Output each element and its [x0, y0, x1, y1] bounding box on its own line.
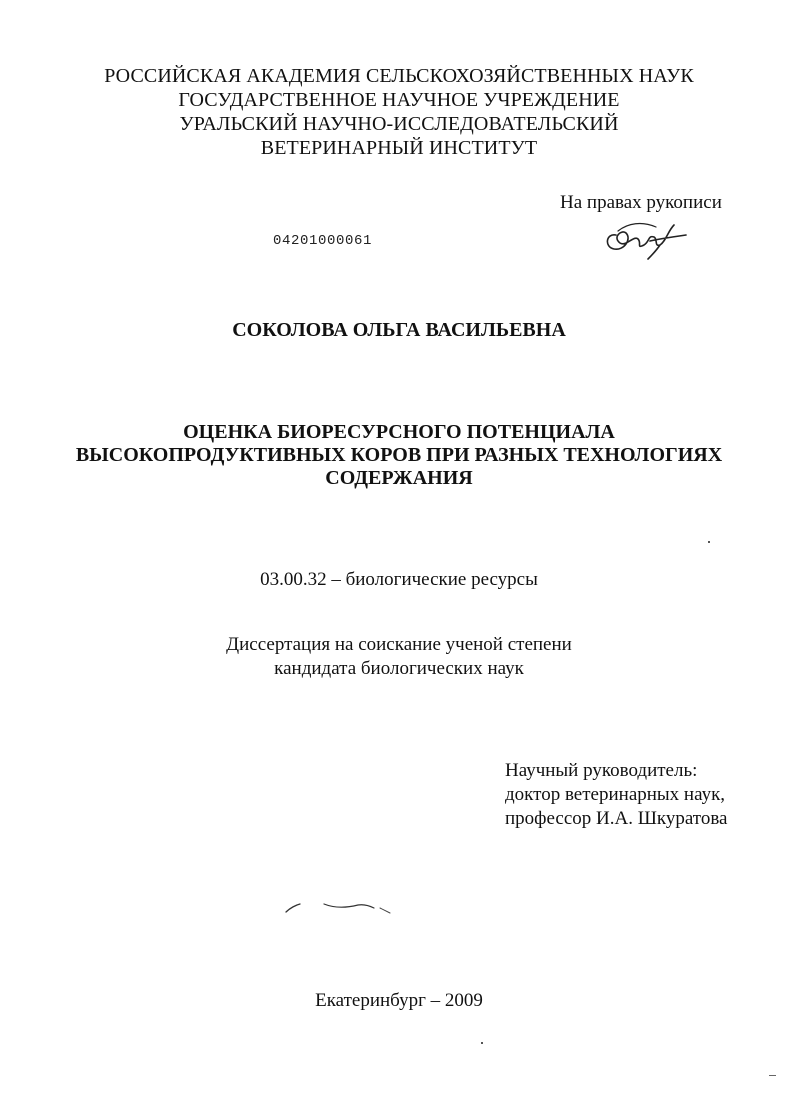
header-line-academy: РОССИЙСКАЯ АКАДЕМИЯ СЕЛЬСКОХОЗЯЙСТВЕННЫХ НАУК — [104, 65, 694, 87]
registration-number: 04201000061 — [273, 233, 373, 249]
scan-dash — [769, 1075, 776, 1076]
supervisor-name: профессор И.А. Шкуратова — [505, 808, 728, 829]
manuscript-rights-note: На правах рукописи — [560, 192, 722, 213]
supervisor-degree: доктор ветеринарных наук, — [505, 784, 726, 805]
thesis-title — [0, 421, 798, 490]
institution-header — [0, 64, 798, 160]
scientific-supervisor — [505, 759, 727, 831]
header-line-institute-name: УРАЛЬСКИЙ НАУЧНО-ИССЛЕДОВАТЕЛЬСКИЙ — [179, 113, 619, 135]
title-line-2: ВЫСОКОПРОДУКТИВНЫХ КОРОВ ПРИ РАЗНЫХ ТЕХНОЛОГИЯХ — [75, 444, 723, 466]
specialty-code: 03.00.32 – биологические ресурсы — [260, 569, 538, 590]
header-line-institute-name-cont: ВЕТЕРИНАРНЫЙ ИНСТИТУТ — [260, 137, 538, 159]
place-and-year: Екатеринбург – 2009 — [315, 990, 483, 1011]
handwritten-signature — [598, 205, 688, 260]
degree-line-2: кандидата биологических наук — [274, 658, 524, 679]
degree-line-1: Диссертация на соискание ученой степени — [226, 634, 572, 655]
title-line-3: СОДЕРЖАНИЯ — [325, 467, 473, 489]
title-line-1: ОЦЕНКА БИОРЕСУРСНОГО ПОТЕНЦИАЛА — [183, 421, 615, 443]
scan-artifact-strokes — [284, 896, 394, 916]
degree-statement — [0, 633, 798, 681]
scan-dot — [481, 1042, 483, 1044]
author-name: СОКОЛОВА ОЛЬГА ВАСИЛЬЕВНА — [232, 319, 566, 341]
supervisor-label: Научный руководитель: — [505, 760, 698, 781]
scan-dot — [708, 541, 710, 543]
header-line-institution-type: ГОСУДАРСТВЕННОЕ НАУЧНОЕ УЧРЕЖДЕНИЕ — [178, 89, 620, 111]
